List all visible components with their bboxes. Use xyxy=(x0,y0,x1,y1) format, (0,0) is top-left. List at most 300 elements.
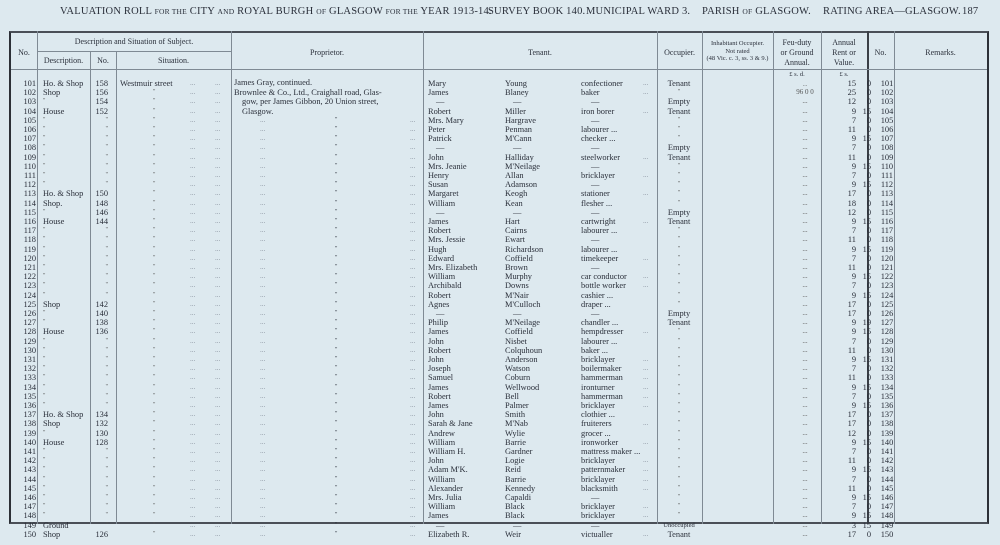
occupier-status: " xyxy=(677,356,681,362)
leader-dots: ... xyxy=(643,79,649,87)
proprietor-dots: ... xyxy=(410,171,416,179)
proprietor-dots: ... xyxy=(260,456,266,465)
row-street-number: " xyxy=(105,484,108,491)
proprietor-dots: ... xyxy=(410,529,416,538)
tenant-occupation: blacksmith xyxy=(581,483,618,493)
row-description: " xyxy=(43,254,46,261)
row-description: " xyxy=(43,346,46,353)
tenant-surname: Richardson xyxy=(505,244,544,254)
feu-duty: ... xyxy=(802,419,808,428)
leader-dots: ... xyxy=(215,115,221,124)
leader-dots: ... xyxy=(215,419,221,428)
row-situation: " xyxy=(153,346,156,353)
occupier-status: " xyxy=(677,448,681,454)
tenant-surname: M'Neilage xyxy=(505,318,540,328)
row-number: 145 xyxy=(23,483,36,493)
leader-dots: ... xyxy=(215,198,221,207)
feu-duty: ... xyxy=(802,180,808,189)
proprietor-dots: ... xyxy=(260,520,266,529)
feu-duty: ... xyxy=(802,290,808,299)
leader-dots: ... xyxy=(215,520,221,529)
occupier-status: " xyxy=(677,420,681,427)
proprietor-ditto: " xyxy=(335,218,338,224)
col-header-occupier: Occupier. xyxy=(664,48,695,57)
leader-dots: ... xyxy=(190,345,196,354)
feu-duty: ... xyxy=(802,456,808,465)
rent-shillings: 15 xyxy=(862,244,871,254)
rent-pounds: 9 xyxy=(851,134,856,144)
proprietor-dots: ... xyxy=(410,364,416,373)
row-number: 125 xyxy=(23,299,36,309)
leader-dots: ... xyxy=(190,189,196,198)
leader-dots: ... xyxy=(190,253,196,262)
leader-dots: ... xyxy=(643,401,649,409)
proprietor-ditto: " xyxy=(335,521,338,528)
row-number-right: 135 xyxy=(880,391,894,401)
occupier-status: Empty xyxy=(667,143,691,153)
leader-dots: ... xyxy=(190,272,196,281)
leader-dots: ... xyxy=(643,465,649,474)
leader-dots: ... xyxy=(190,125,196,133)
proprietor-dots: ... xyxy=(260,309,266,317)
tenant-occupation: baker xyxy=(581,88,600,98)
row-situation: " xyxy=(153,503,156,510)
row-situation: " xyxy=(153,254,156,261)
row-street-number: " xyxy=(105,245,108,252)
row-number: 123 xyxy=(23,281,36,291)
tenant-occupation: — xyxy=(591,97,600,107)
tenant-occupation: bricklayer xyxy=(581,502,615,512)
feu-duty: ... xyxy=(802,125,808,133)
leader-dots: ... xyxy=(215,410,221,419)
tenant-occupation: car conductor xyxy=(581,272,627,282)
leader-dots: ... xyxy=(215,465,221,474)
row-situation: " xyxy=(153,521,156,528)
row-description: " xyxy=(43,466,46,473)
tenant-first-name: James xyxy=(428,327,449,337)
row-number-right: 101 xyxy=(880,79,894,88)
leader-dots: ... xyxy=(190,106,196,115)
proprietor-ditto: " xyxy=(335,337,338,344)
leader-dots: ... xyxy=(643,217,649,225)
proprietor-dots: ... xyxy=(260,336,266,345)
leader-dots: ... xyxy=(215,106,221,115)
proprietor-text xyxy=(234,78,424,116)
tenant-surname: Weir xyxy=(505,529,522,539)
feu-duty: ... xyxy=(802,364,808,373)
leader-dots: ... xyxy=(190,207,196,216)
parish-label: PARISH xyxy=(702,6,740,17)
parish-name: GLASGOW. xyxy=(755,6,812,17)
leader-dots: ... xyxy=(190,382,196,391)
proprietor-ditto: " xyxy=(335,484,338,491)
row-number-right: 108 xyxy=(880,143,894,153)
row-number: 148 xyxy=(23,511,36,521)
row-situation: " xyxy=(153,144,156,151)
row-description: " xyxy=(43,356,46,362)
row-street-number: " xyxy=(105,153,108,160)
row-street-number: 146 xyxy=(95,207,108,217)
row-number: 101 xyxy=(23,79,36,88)
leader-dots: ... xyxy=(643,391,649,400)
row-number: 121 xyxy=(23,263,36,272)
rent-shillings: 15 xyxy=(862,465,871,475)
occupier-status: " xyxy=(677,512,681,519)
row-street-number: " xyxy=(105,521,108,528)
rent-shillings: 0 xyxy=(866,410,871,420)
title-main xyxy=(60,6,492,17)
row-description: " xyxy=(43,365,46,372)
tenant-surname: Capaldi xyxy=(505,493,532,502)
proprietor-dots: ... xyxy=(410,401,416,409)
occupier-status: Empty xyxy=(667,97,691,107)
leader-dots: ... xyxy=(215,134,221,143)
rent-pounds: 17 xyxy=(847,299,856,309)
occupier-status: " xyxy=(677,383,681,390)
feu-duty: ... xyxy=(802,474,808,483)
tenant-surname: Black xyxy=(505,511,525,521)
row-situation: " xyxy=(153,420,156,427)
occupier-status: " xyxy=(677,328,681,335)
proprietor-ditto: " xyxy=(335,236,338,243)
feu-duty: ... xyxy=(802,465,808,474)
proprietor-ditto: " xyxy=(335,402,338,408)
rating-area: RATING AREA—GLASGOW. xyxy=(823,6,961,17)
row-situation: " xyxy=(153,310,156,316)
tenant-first-name: William xyxy=(428,502,456,512)
row-number: 142 xyxy=(23,456,36,466)
proprietor-ditto: " xyxy=(335,429,338,436)
occupier-status: " xyxy=(677,89,681,96)
proprietor-dots: ... xyxy=(260,437,266,446)
header-line: Rent or xyxy=(832,48,856,57)
tenant-occupation: chandler ... xyxy=(581,318,619,328)
feu-duty: ... xyxy=(802,272,808,281)
rent-pounds: 7 xyxy=(851,474,856,484)
row-description: " xyxy=(43,494,46,500)
feu-duty: ... xyxy=(802,106,808,115)
row-number: 119 xyxy=(23,244,36,254)
occupier-status: " xyxy=(677,337,681,344)
leader-dots: ... xyxy=(215,97,221,106)
row-number-right: 129 xyxy=(880,336,894,346)
rent-pounds: 9 xyxy=(851,401,856,410)
leader-dots: ... xyxy=(215,79,221,87)
tenant-surname: Wellwood xyxy=(505,382,540,392)
municipal-ward: MUNICIPAL WARD 3. xyxy=(586,6,691,17)
row-number: 104 xyxy=(23,106,36,116)
leader-dots: ... xyxy=(215,502,221,511)
tenant-occupation: — xyxy=(591,161,600,171)
tenant-surname: Barrie xyxy=(505,474,526,484)
proprietor-dots: ... xyxy=(260,502,266,511)
tenant-occupation: hempdresser xyxy=(581,327,624,337)
leader-dots: ... xyxy=(643,474,649,483)
row-situation: " xyxy=(153,300,156,307)
row-number: 149 xyxy=(23,520,36,530)
occupier-status: Unoccupied xyxy=(663,521,695,529)
feu-duty: ... xyxy=(802,281,808,290)
row-street-number: " xyxy=(105,475,108,482)
tenant-occupation: cartwright xyxy=(581,217,616,226)
proprietor-dots: ... xyxy=(410,115,416,124)
rent-pounds: 7 xyxy=(851,226,856,236)
row-number: 111 xyxy=(24,171,36,180)
feu-duty: ... xyxy=(802,410,808,419)
tenant-first-name: Mary xyxy=(428,79,447,88)
col-header-number: No. xyxy=(97,56,109,65)
leader-dots: ... xyxy=(190,235,196,244)
tenant-occupation: — xyxy=(591,309,600,318)
proprietor-dots: ... xyxy=(410,180,416,189)
tenant-first-name: Patrick xyxy=(428,134,452,144)
proprietor-ditto: " xyxy=(335,181,338,188)
feu-duty: ... xyxy=(802,253,808,262)
row-street-number: " xyxy=(105,227,108,234)
row-street-number: 154 xyxy=(95,97,108,107)
rent-pounds: 17 xyxy=(847,419,856,429)
row-number-right: 123 xyxy=(880,281,894,291)
row-street-number: " xyxy=(105,282,108,289)
row-number-right: 107 xyxy=(880,134,894,144)
feu-duty: ... xyxy=(802,171,808,179)
leader-dots: ... xyxy=(215,207,221,216)
row-number: 131 xyxy=(23,355,36,364)
row-situation: " xyxy=(153,402,156,408)
title-word: GLASGOW xyxy=(329,6,383,17)
rent-pounds: 17 xyxy=(847,410,856,420)
proprietor-dots: ... xyxy=(260,198,266,207)
rent-shillings: 0 xyxy=(866,79,871,88)
feu-duty: ... xyxy=(802,299,808,308)
tenant-occupation: — xyxy=(591,180,600,190)
tenant-occupation: flesher ... xyxy=(581,198,613,208)
rent-shillings: 0 xyxy=(866,456,871,466)
tenant-first-name: James xyxy=(428,401,449,410)
leader-dots: ... xyxy=(190,529,196,538)
row-description: House xyxy=(43,327,65,337)
tenant-surname: Watson xyxy=(505,364,530,374)
proprietor-dots: ... xyxy=(410,428,416,437)
title-word: OF xyxy=(316,7,327,16)
tenant-surname: Blaney xyxy=(505,88,529,98)
leader-dots: ... xyxy=(190,373,196,382)
row-number: 118 xyxy=(23,235,36,245)
row-street-number: " xyxy=(105,144,108,151)
proprietor-dots: ... xyxy=(410,198,416,207)
rent-shillings: 15 xyxy=(862,382,871,392)
row-street-number: " xyxy=(105,264,108,270)
row-street-number: 148 xyxy=(95,198,108,208)
row-situation: " xyxy=(153,227,156,234)
row-situation: Westmuir street xyxy=(120,79,173,88)
tenant-first-name: Robert xyxy=(428,391,451,401)
tenant-surname: — xyxy=(513,207,522,217)
proprietor-ditto: " xyxy=(335,466,338,473)
leader-dots: ... xyxy=(643,88,649,97)
occupier-status: Tenant xyxy=(667,217,691,226)
row-situation: " xyxy=(153,190,156,197)
leader-dots: ... xyxy=(190,391,196,400)
tenant-first-name: William xyxy=(428,198,456,208)
row-description: " xyxy=(43,484,46,491)
tenant-occupation: bricklayer xyxy=(581,474,615,484)
row-number-right: 141 xyxy=(880,447,894,456)
tenant-first-name: Hugh xyxy=(428,244,447,254)
proprietor-ditto: " xyxy=(335,475,338,482)
tenant-occupation: — xyxy=(591,207,600,217)
row-number-right: 111 xyxy=(881,171,893,180)
tenant-surname: Coffield xyxy=(505,253,533,263)
rent-shillings: 0 xyxy=(866,253,871,263)
occupier-status: Empty xyxy=(667,207,691,217)
tenant-occupation: checker ... xyxy=(581,134,616,144)
tenant-occupation: baker ... xyxy=(581,345,608,355)
tenant-surname: Hargrave xyxy=(505,115,537,125)
occupier-status: " xyxy=(677,402,681,408)
leader-dots: ... xyxy=(190,180,196,189)
row-number: 117 xyxy=(23,226,36,236)
feu-duty: ... xyxy=(802,520,808,529)
rent-units: £ s. xyxy=(839,71,849,78)
tenant-surname: Wylie xyxy=(505,428,525,438)
feu-duty: ... xyxy=(802,217,808,225)
proprietor-ditto: " xyxy=(335,346,338,353)
proprietor-dots: ... xyxy=(260,207,266,216)
rent-shillings: 0 xyxy=(866,263,871,272)
col-header-description: Description. xyxy=(43,56,84,65)
rent-shillings: 15 xyxy=(862,493,871,502)
proprietor-ditto: " xyxy=(335,291,338,298)
proprietor-dots: ... xyxy=(410,134,416,143)
proprietor-ditto: " xyxy=(335,245,338,252)
row-number: 150 xyxy=(23,529,36,539)
occupier-status: " xyxy=(677,365,681,372)
rent-shillings: 0 xyxy=(866,345,871,355)
tenant-first-name: — xyxy=(436,309,445,318)
row-number-right: 120 xyxy=(880,253,894,263)
tenant-surname: Young xyxy=(505,79,527,88)
tenant-occupation: — xyxy=(591,263,600,272)
rent-shillings: 15 xyxy=(862,355,871,364)
leader-dots: ... xyxy=(190,474,196,483)
leader-dots: ... xyxy=(190,226,196,235)
row-number-right: 134 xyxy=(880,382,894,392)
rent-shillings: 0 xyxy=(866,502,871,512)
occupier-status: " xyxy=(677,374,681,381)
tenant-first-name: Robert xyxy=(428,345,451,355)
tenant-surname: Bell xyxy=(505,391,519,401)
row-description: Ho. & Shop xyxy=(43,189,84,199)
row-situation: " xyxy=(153,282,156,289)
proprietor-dots: ... xyxy=(410,299,416,308)
leader-dots: ... xyxy=(190,511,196,520)
row-number-right: 115 xyxy=(880,207,894,217)
proprietor-dots: ... xyxy=(410,391,416,400)
leader-dots: ... xyxy=(190,171,196,179)
row-number-right: 102 xyxy=(880,88,894,98)
leader-dots: ... xyxy=(643,511,649,520)
tenant-surname: Anderson xyxy=(505,355,538,364)
row-description: " xyxy=(43,126,46,132)
tenant-occupation: bottle worker xyxy=(581,281,626,291)
proprietor-ditto: " xyxy=(335,494,338,500)
row-number-right: 106 xyxy=(880,125,894,134)
proprietor-dots: ... xyxy=(410,207,416,216)
feu-duty: ... xyxy=(802,189,808,198)
row-number-right: 118 xyxy=(880,235,894,245)
proprietor-ditto: " xyxy=(335,310,338,316)
row-number: 144 xyxy=(23,474,36,484)
occupier-status: " xyxy=(677,236,681,243)
proprietor-dots: ... xyxy=(410,502,416,511)
row-description: Shop. xyxy=(43,198,63,208)
occupier-status: " xyxy=(677,438,681,445)
row-description: " xyxy=(43,383,46,390)
row-description: " xyxy=(43,144,46,151)
leader-dots: ... xyxy=(643,437,649,446)
proprietor-dots: ... xyxy=(260,447,266,455)
row-number: 127 xyxy=(23,318,36,328)
proprietor-dots: ... xyxy=(410,382,416,391)
tenant-first-name: James xyxy=(428,217,449,226)
leader-dots: ... xyxy=(643,355,649,363)
row-number: 105 xyxy=(23,115,36,125)
proprietor-dots: ... xyxy=(260,529,266,538)
tenant-surname: Penman xyxy=(505,125,532,134)
row-number-right: 121 xyxy=(880,263,894,272)
rent-pounds: 11 xyxy=(847,456,856,466)
leader-dots: ... xyxy=(190,502,196,511)
tenant-occupation: bricklayer xyxy=(581,171,615,180)
row-description: Ho. & Shop xyxy=(43,410,84,420)
proprietor-dots: ... xyxy=(260,345,266,354)
row-number: 103 xyxy=(23,97,36,107)
proprietor-dots: ... xyxy=(260,161,266,170)
leader-dots: ... xyxy=(215,474,221,483)
title-word: VALUATION ROLL xyxy=(60,6,152,17)
tenant-surname: Kennedy xyxy=(505,483,536,493)
parish-of: OF xyxy=(742,7,753,16)
row-situation: " xyxy=(153,135,156,142)
row-street-number: 128 xyxy=(95,437,108,447)
row-description: " xyxy=(43,402,46,408)
rent-shillings: 0 xyxy=(866,529,871,539)
row-description: " xyxy=(43,512,46,519)
row-street-number: " xyxy=(105,494,108,500)
col-header-annual-rent xyxy=(821,38,867,68)
rent-pounds: 17 xyxy=(847,189,856,199)
row-description: Shop xyxy=(43,419,61,429)
title-word: ROYAL BURGH xyxy=(237,6,314,17)
rent-shillings: 0 xyxy=(866,152,871,162)
rent-pounds: 9 xyxy=(851,244,856,254)
row-number: 106 xyxy=(23,125,36,134)
row-description: House xyxy=(43,437,65,447)
tenant-occupation: — xyxy=(591,493,600,502)
rent-shillings: 0 xyxy=(866,391,871,401)
proprietor-ditto: " xyxy=(335,374,338,381)
row-street-number: 132 xyxy=(95,419,108,429)
leader-dots: ... xyxy=(215,447,221,455)
row-street-number: " xyxy=(105,365,108,372)
leader-dots: ... xyxy=(215,401,221,409)
proprietor-dots: ... xyxy=(410,161,416,170)
row-number-right: 122 xyxy=(880,272,894,282)
rent-shillings: 0 xyxy=(866,88,871,98)
rent-shillings: 0 xyxy=(866,447,871,456)
leader-dots: ... xyxy=(643,364,649,373)
